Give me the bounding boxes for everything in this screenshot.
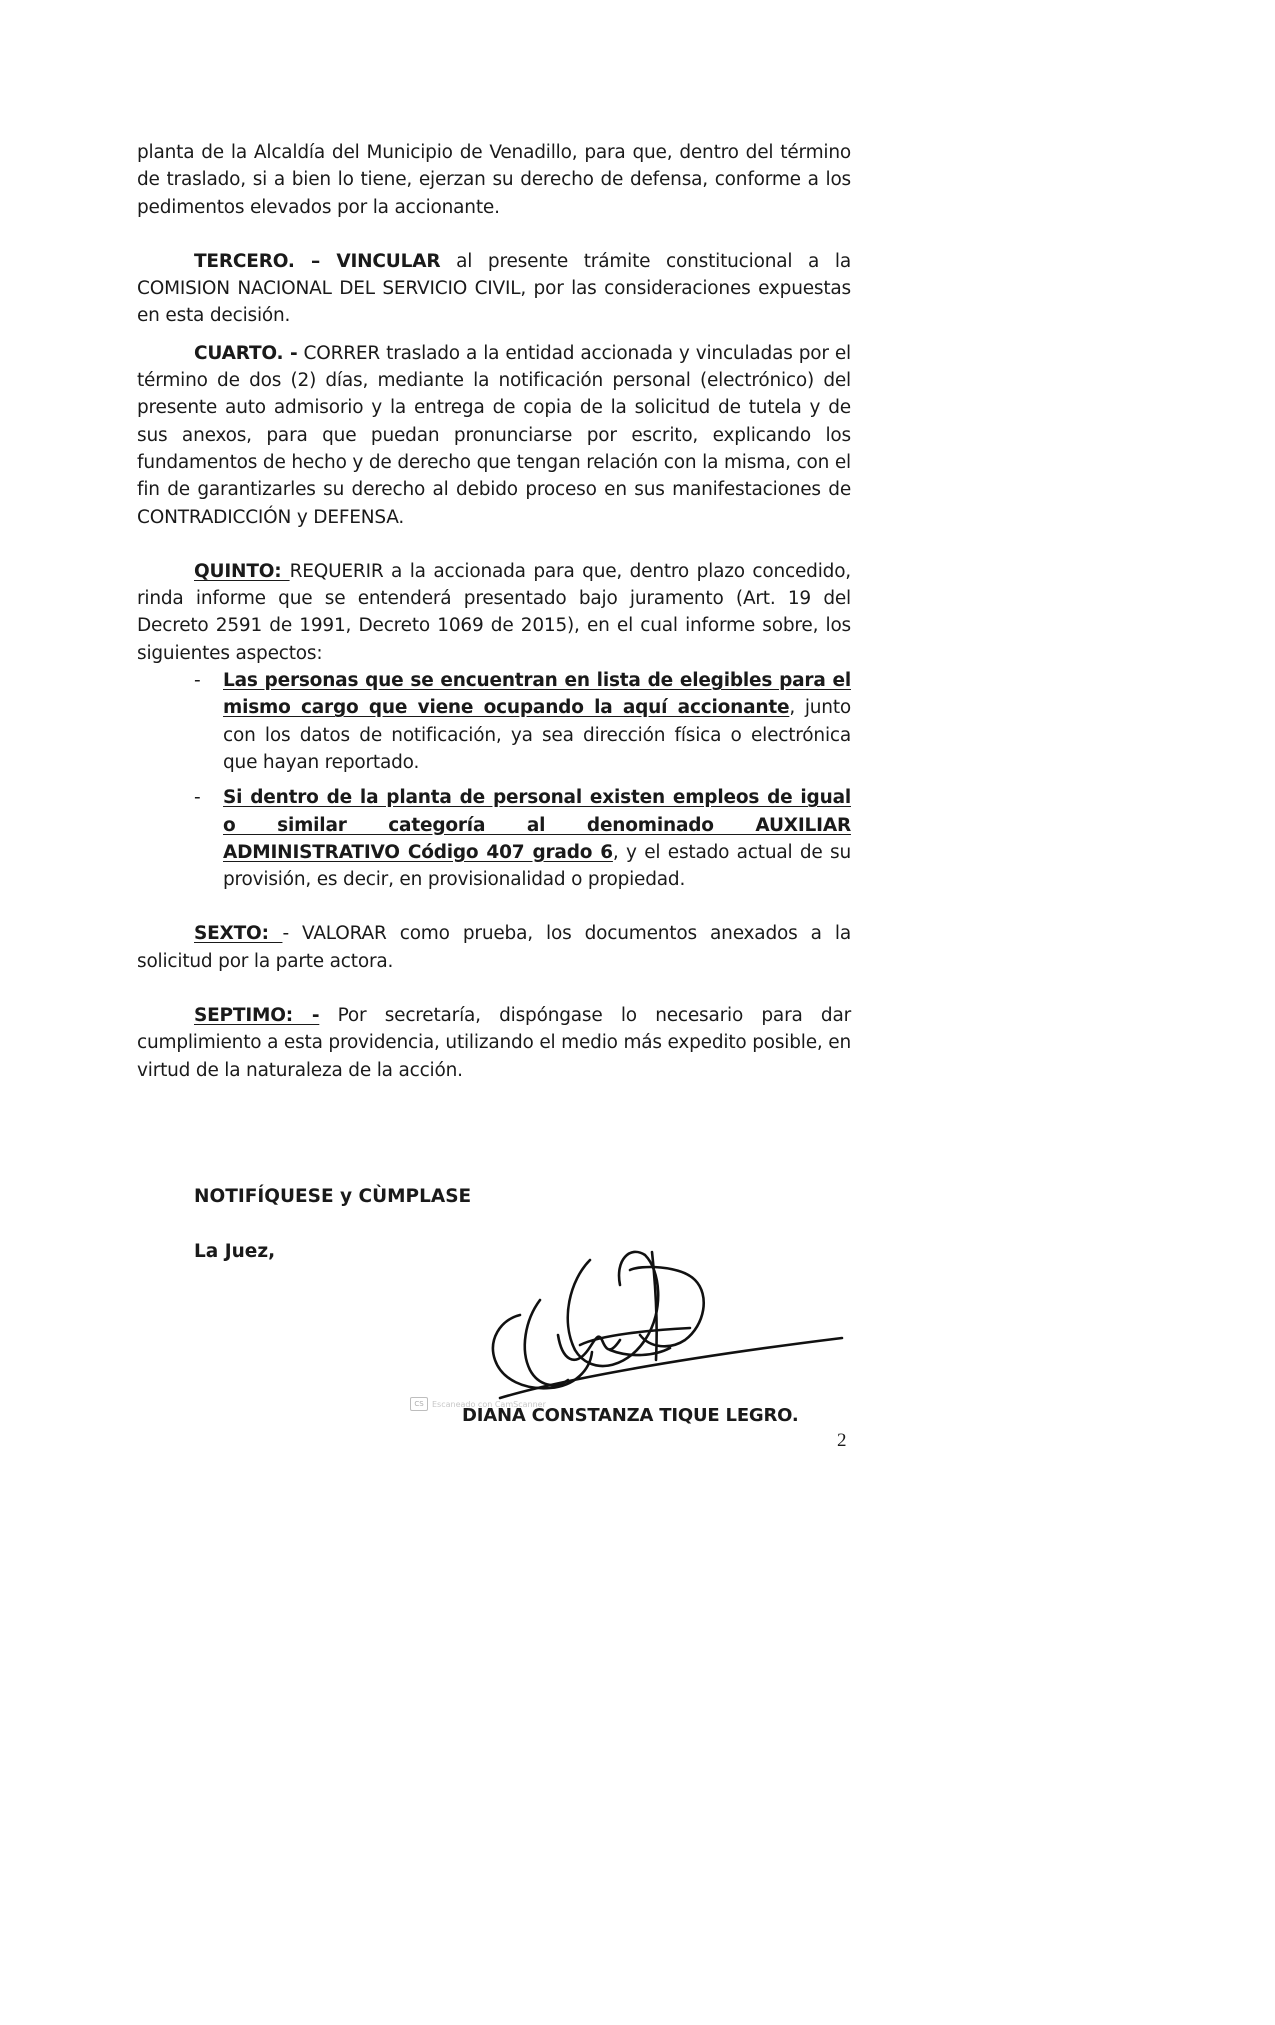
sexto-paragraph: [137, 920, 851, 975]
tercero-label: TERCERO. – VINCULAR: [194, 250, 441, 272]
list-item-text: , y el estado actual de su provisión, es decir, en provisionalidad o propiedad.: [223, 841, 851, 891]
list-dash: -: [194, 670, 201, 692]
quinto-label: QUINTO:: [194, 560, 290, 582]
tercero-paragraph: [137, 248, 851, 330]
list-item-strong: Las personas que se encuentran en lista de elegibles para el mismo cargo que viene ocupando la aquí accionante: [223, 670, 851, 719]
judge-title: La Juez,: [194, 1241, 276, 1262]
page-number: 2: [837, 1430, 847, 1451]
intro-paragraph: planta de la Alcaldía del Municipio de Venadillo, para que, dentro del término de traslado, si a bien lo tiene, ejerzan su derecho de defensa, conforme a los pedimentos elevados por la accionante.: [137, 142, 851, 218]
cuarto-paragraph: [137, 340, 851, 531]
septimo-label: SEPTIMO: -: [194, 1005, 320, 1027]
camscanner-text: Escaneado con CamScanner: [432, 1399, 546, 1409]
septimo-paragraph: [137, 1002, 851, 1084]
tercero-text: al presente trámite constitucional a la COMISION NACIONAL DEL SERVICIO CIVIL, por las consideraciones expuestas en esta decisión.: [137, 250, 851, 327]
handwritten-signature: [480, 1240, 850, 1405]
list-item-strong: Si dentro de la planta de personal existen empleos de igual o similar categoría al denominado AUXILIAR ADMINISTRATIVO Código 407 grado 6: [223, 787, 851, 863]
quinto-text: REQUERIR a la accionada para que, dentro plazo concedido, rinda informe que se entenderá presentado bajo juramento (Art. 19 del Decreto 2591 de 1991, Decreto 1069 de 2015), en el cual informe sobre, los siguientes aspectos:: [137, 560, 851, 664]
list-item: [137, 667, 851, 776]
quinto-paragraph: [137, 558, 851, 667]
sexto-label: SEXTO:: [194, 923, 283, 945]
septimo-text: Por secretaría, dispóngase lo necesario para dar cumplimiento a esta providencia, utilizando el medio más expedito posible, en virtud de la naturaleza de la acción.: [137, 1005, 851, 1081]
list-item-text: , junto con los datos de notificación, ya sea dirección física o electrónica que hayan reportado.: [223, 697, 851, 773]
cuarto-label: CUARTO. -: [194, 342, 298, 364]
list-dash: -: [194, 787, 201, 809]
quinto-aspects-list: [137, 667, 851, 893]
cuarto-text: CORRER traslado a la entidad accionada y vinculadas por el término de dos (2) días, mediante la notificación personal (electrónico) del presente auto admisorio y la entrega de copia de la solicitud de tutela y de sus anexos, para que puedan pronunciarse por escrito, explicando los fundamentos de hecho y de derecho que tengan relación con la misma, con el fin de garantizarles su derecho al debido proceso en sus manifestaciones de CONTRADICCIÓN y DEFENSA.: [137, 342, 851, 528]
camscanner-logo-icon: CS: [410, 1397, 428, 1411]
document-body: [137, 139, 851, 1084]
signer-name: DIANA CONSTANZA TIQUE LEGRO.: [462, 1405, 799, 1426]
closing-formula: NOTIFÍQUESE y CÙMPLASE: [194, 1186, 472, 1207]
list-item: [137, 784, 851, 893]
sexto-text: - VALORAR como prueba, los documentos anexados a la solicitud por la parte actora.: [137, 923, 851, 972]
